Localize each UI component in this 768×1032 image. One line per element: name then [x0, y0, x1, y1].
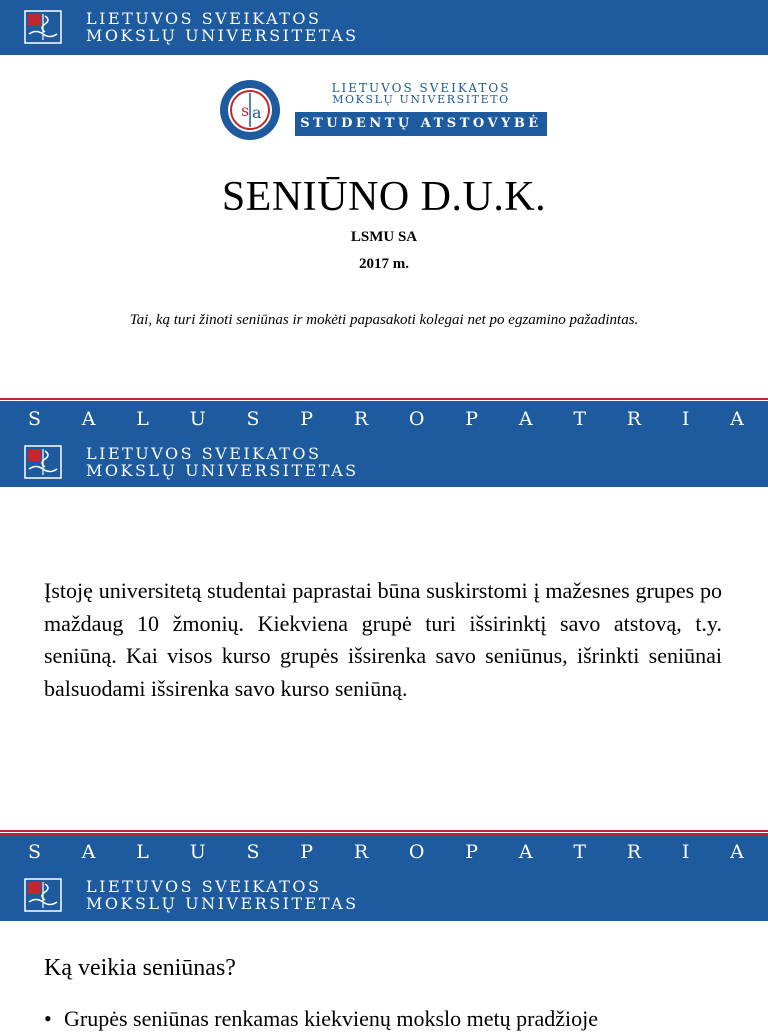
- motto-letter: S: [246, 407, 260, 430]
- motto-letter: A: [518, 407, 533, 430]
- university-header: [0, 868, 768, 921]
- slide2-paragraph: Įstoję universitetą studentai paprastai būna suskirstomi į mažesnes grupes po maždaug 10 žmonių. Kiekviena grupė turi išsirinktį savo atstovą, t.y. seniūną. Kai visos kurso grupės išsirenka savo seniūnus, išrinkti seniūnai balsuodami išsirenka savo kurso seniūną.: [44, 578, 722, 701]
- svg-text:a: a: [252, 103, 262, 122]
- sa-logo-line2: MOKSLŲ UNIVERSITETO: [332, 93, 510, 106]
- motto-letter: P: [465, 840, 479, 863]
- motto-letter: L: [136, 407, 149, 430]
- motto-letter: T: [573, 407, 586, 430]
- quote: Tai, ką turi žinoti seniūnas ir mokėti papasakoti kolegai net po egzamino pažadintas.: [129, 312, 639, 328]
- motto-letter: A: [730, 840, 744, 863]
- motto-letter: R: [626, 840, 642, 863]
- slide-title: [0, 55, 768, 397]
- motto-letter: A: [730, 407, 744, 430]
- university-crest-icon: [24, 10, 62, 44]
- motto-letter: U: [189, 840, 206, 863]
- university-name-line1: LIETUVOS SVEIKATOS: [86, 9, 322, 28]
- university-name-line1: LIETUVOS SVEIKATOS: [86, 877, 322, 896]
- motto-letter: S: [246, 840, 260, 863]
- motto-letter: O: [408, 840, 425, 863]
- motto-letter: S: [28, 407, 42, 430]
- motto-letter: A: [81, 407, 96, 430]
- svg-text:s: s: [241, 101, 250, 120]
- university-name-line1: LIETUVOS SVEIKATOS: [86, 444, 322, 463]
- slide3-bullet: [44, 1006, 764, 1032]
- motto-letter: R: [353, 407, 369, 430]
- motto-letter: S: [28, 840, 42, 863]
- motto-letter: T: [573, 840, 586, 863]
- motto-letter: P: [465, 407, 479, 430]
- university-crest-icon: [24, 878, 62, 912]
- bullet-icon: •: [44, 1006, 52, 1031]
- motto-letter: A: [81, 840, 96, 863]
- motto-letter: I: [681, 407, 690, 430]
- university-name-line2: MOKSLŲ UNIVERSITETAS: [86, 894, 359, 913]
- motto-letter: I: [681, 840, 690, 863]
- org-name: LSMU SA: [350, 229, 418, 245]
- university-name-line2: MOKSLŲ UNIVERSITETAS: [86, 26, 359, 45]
- motto-letter: U: [189, 407, 206, 430]
- motto-letter: P: [300, 407, 314, 430]
- year: 2017 m.: [359, 256, 409, 272]
- motto-letter: R: [626, 407, 642, 430]
- motto-letter: P: [300, 840, 314, 863]
- motto-bar: [0, 835, 768, 868]
- university-header: [0, 0, 768, 55]
- motto-letter: R: [353, 840, 369, 863]
- slide-title-text: SENIŪNO D.U.K.: [221, 174, 547, 220]
- motto-bar: [0, 402, 768, 435]
- sa-logo-box: STUDENTŲ ATSTOVYBĖ: [295, 112, 547, 136]
- university-crest-icon: [24, 445, 62, 479]
- motto-letter: O: [408, 407, 425, 430]
- motto-letter: L: [136, 840, 149, 863]
- bullet-text: Grupės seniūnas renkamas kiekvienų mokslo metų pradžioje: [64, 1006, 598, 1031]
- university-header: [0, 435, 768, 487]
- motto-letter: A: [518, 840, 533, 863]
- sa-emblem-icon: [219, 79, 281, 141]
- slide3-heading: Ką veikia seniūnas?: [44, 955, 236, 981]
- university-name-line2: MOKSLŲ UNIVERSITETAS: [86, 461, 359, 480]
- sa-logo-line1: LIETUVOS SVEIKATOS: [331, 81, 511, 95]
